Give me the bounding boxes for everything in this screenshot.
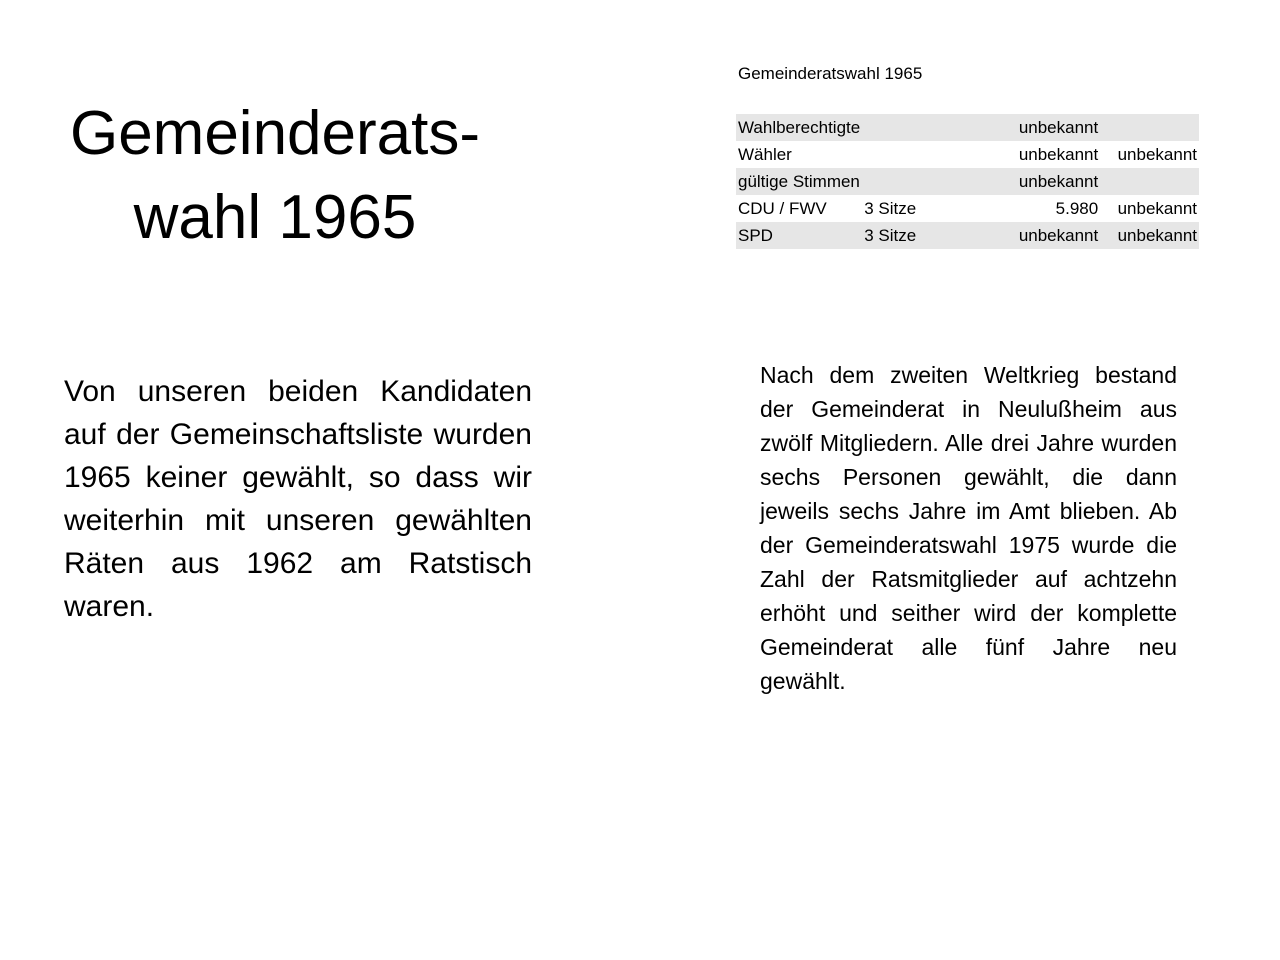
table-row <box>736 168 1199 195</box>
row-value-2: unbekannt <box>1117 145 1197 164</box>
row-value-2 <box>1100 114 1199 141</box>
page-title <box>40 92 510 260</box>
table-row <box>736 114 1199 141</box>
row-value-1: unbekannt <box>1018 145 1099 164</box>
row-seats: 3 Sitze <box>862 222 996 249</box>
row-label: Wähler <box>738 145 792 164</box>
row-value-1: unbekannt <box>996 114 1100 141</box>
candidates-paragraph: Von unseren beiden Kandidaten auf der Gemeinschaftsliste wurden 1965 keiner gewählt, so dass wir weiterhin mit unseren gewählten Räten aus 1962 am Ratstisch waren. <box>64 375 532 623</box>
title-line-2: wahl 1965 <box>133 183 417 252</box>
row-value-1: unbekannt <box>996 168 1100 195</box>
title-line-1: Gemeinderats- <box>69 99 481 168</box>
row-value-1: 5.980 <box>1055 199 1099 218</box>
row-value-1: unbekannt <box>996 222 1100 249</box>
table-row <box>736 195 1199 222</box>
row-label: CDU / FWV <box>738 199 827 218</box>
row-value-2 <box>1100 168 1199 195</box>
row-seats <box>862 141 996 168</box>
election-results-table <box>736 114 1199 249</box>
table-row <box>736 222 1199 249</box>
row-value-2: unbekannt <box>1100 222 1199 249</box>
council-history-paragraph: Nach dem zweiten Weltkrieg bestand der Gemeinderat in Neulußheim aus zwölf Mitgliedern. Alle drei Jahre wurden sechs Personen gewählt, die dann jeweils sechs Jahre im Amt blieben. Ab der Gemeinderatswahl 1975 wurde die Zahl der Ratsmitglieder auf achtzehn erhöht und seither wird der komplette Gemeinderat alle fünf Jahre neu gewählt. <box>760 362 1177 694</box>
row-seats <box>862 168 996 195</box>
table-row <box>736 141 1199 168</box>
row-label: Wahlberechtigte <box>736 114 862 141</box>
table-caption: Gemeinderatswahl 1965 <box>738 64 923 83</box>
row-label: SPD <box>736 222 862 249</box>
row-seats: 3 Sitze <box>864 199 917 218</box>
row-value-2: unbekannt <box>1117 199 1197 218</box>
election-results-block <box>736 62 1199 249</box>
row-seats <box>862 114 996 141</box>
row-label: gültige Stimmen <box>736 168 862 195</box>
